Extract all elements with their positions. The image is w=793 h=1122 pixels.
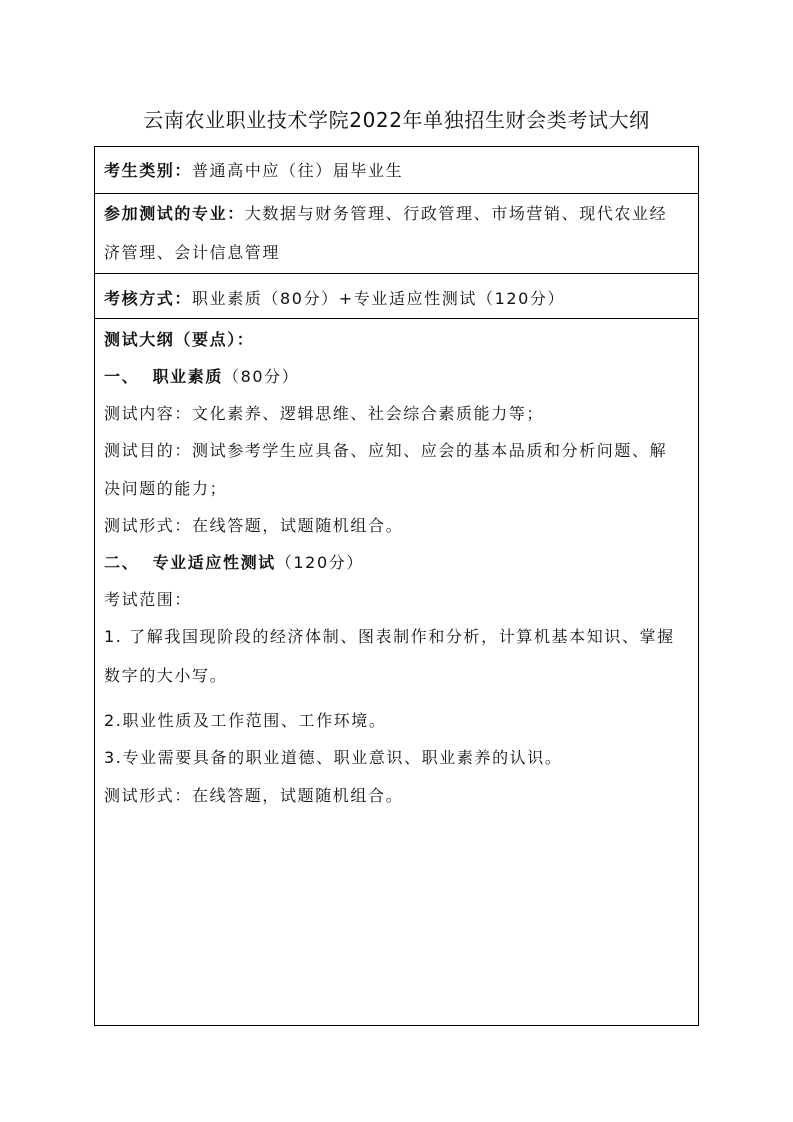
row-divider [95, 318, 698, 319]
exam-method-label: 考核方式： [104, 289, 193, 308]
section-2-item-1: 1. 了解我国现阶段的经济体制、图表制作和分析，计算机基本知识、掌握 [104, 627, 675, 646]
candidate-category-value: 普通高中应（往）届毕业生 [192, 161, 404, 180]
exam-method-value: 职业素质（80分）+专业适应性测试（120分） [192, 289, 566, 308]
section-2-item-3: 3.专业需要具备的职业道德、职业意识、职业素养的认识。 [104, 748, 563, 767]
candidate-category-row [104, 161, 403, 181]
section-2-form: 测试形式：在线答题，试题随机组合。 [104, 786, 404, 805]
section-2-heading [104, 553, 364, 573]
section-score: （80分） [222, 367, 300, 386]
section-number: 二、 [104, 553, 140, 572]
section-1-heading [104, 367, 299, 387]
section-2-item-2: 2.职业性质及工作范围、工作环境。 [104, 711, 387, 730]
outline-heading-text: 测试大纲（要点）： [104, 330, 255, 349]
section-2-item-1-cont: 数字的大小写。 [104, 666, 228, 685]
majors-label: 参加测试的专业： [104, 204, 245, 223]
section-score: （120分） [275, 553, 364, 572]
majors-value-cont: 济管理、会计信息管理 [104, 243, 281, 262]
section-title: 职业素质 [152, 367, 223, 386]
majors-value: 大数据与财务管理、行政管理、市场营销、现代农业经 [244, 204, 668, 223]
row-divider [95, 273, 698, 274]
exam-method-row [104, 289, 565, 309]
majors-row [104, 204, 667, 224]
document-title: 云南农业职业技术学院2022年单独招生财会类考试大纲 [143, 108, 650, 132]
row-divider [95, 193, 698, 194]
section-number: 一、 [104, 367, 140, 386]
outline-heading [104, 330, 254, 350]
section-1-purpose: 测试目的：测试参考学生应具备、应知、应会的基本品质和分析问题、解 [104, 441, 668, 460]
outline-table [94, 146, 699, 1026]
section-1-form: 测试形式：在线答题，试题随机组合。 [104, 516, 404, 535]
section-2-scope: 考试范围： [104, 590, 193, 609]
section-title: 专业适应性测试 [152, 553, 276, 572]
section-1-content: 测试内容：文化素养、逻辑思维、社会综合素质能力等； [104, 404, 545, 423]
section-1-purpose-cont: 决问题的能力； [104, 479, 228, 498]
candidate-category-label: 考生类别： [104, 161, 193, 180]
